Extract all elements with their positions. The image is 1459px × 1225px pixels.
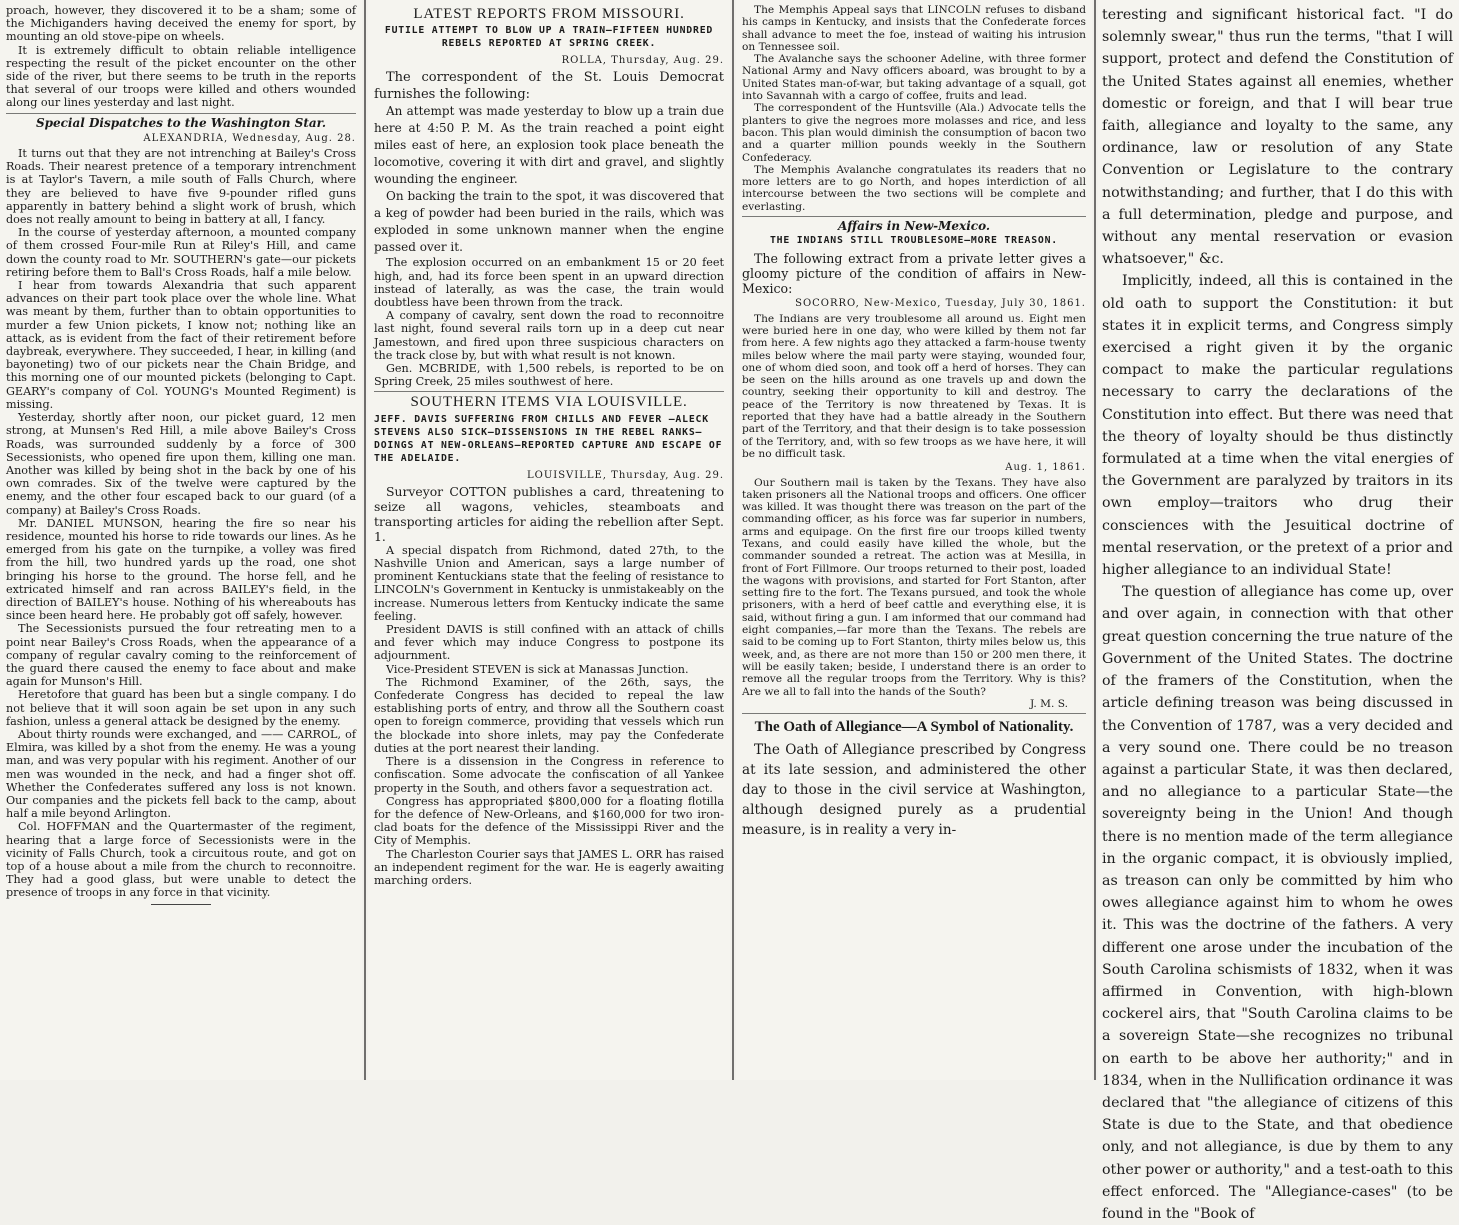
article-text: There is a dissension in the Congress in reference to confiscation. Some advocate the confiscation of all Yankee property in the South, and others favor a sequestration act. (374, 755, 724, 795)
article-subheading: JEFF. DAVIS SUFFERING FROM CHILLS AND FEVER —ALECK STEVENS ALSO SICK—DISSENSIONS IN THE REBEL RANKS—DOINGS AT NEW-ORLEANS—REPORTED CAPTURE AND ESCAPE OF THE ADELAIDE. (374, 413, 723, 464)
divider (374, 391, 724, 392)
column-3 (736, 0, 1092, 1080)
column-2 (368, 0, 730, 1080)
article-text: Heretofore that guard has been but a single company. I do not believe that it will soon again be set upon in any such fashion, unless a general attack be designed by the enemy. (6, 688, 356, 728)
article-text: Col. HOFFMAN and the Quartermaster of the regiment, hearing that a large force of Secessionists were in the vicinity of Falls Church, took a circuitous route, and got on top of a house about a mile from the church to reconnoitre. They had a good glass, but were unable to detect the presence of troops in any force in that vicinity. (6, 820, 356, 900)
article-subheading: THE INDIANS STILL TROUBLESOME—MORE TREASON. (769, 235, 1059, 247)
column-rule (364, 0, 366, 1080)
article-text: The question of allegiance has come up, over and over again, in connection with that other great question concerning the true nature of the Government of the United States. The doctrine of the framers of the Constitution, when the article defining treason was being discussed in the Convention of 1787, was a very decided and a very sound one. There could be no treason against a particular State, it was then declared, and no allegiance to a particular State—the sovereignty being in the Union! And though there is no mention made of the term allegiance in the organic compact, it is obviously implied, as treason can only be committed by him who owes allegiance against him to whom he owes it. This was the doctrine of the fathers. A very different one arose under the incubation of the South Carolina schismists of 1832, when it was affirmed in Convention, with high-blown cockerel airs, that "South Carolina claims to be a sovereign State—she recognizes no tribunal on earth to be above her authority;" and in 1834, when in the Nullification ordinance it was declared that "the allegiance of citizens of this State is due to the State, and that obedience only, and not allegiance, is due by them to any other power or authority," and a test-oath to this effect enforced. The "Allegiance-cases" (to be found in the "Book of (1102, 584, 1453, 1222)
dateline: LOUISVILLE, Thursday, Aug. 29. (526, 469, 724, 481)
article-lead: The correspondent of the St. Louis Democrat furnishes the following: (374, 70, 724, 103)
article-heading: Affairs in New-Mexico. (837, 219, 991, 234)
article-text: teresting and significant historical fact. "I do solemnly swear," thus run the terms, "that I will support, protect and defend the Constitution of the United States against all enemies, whether domestic or foreign, and that I will bear true faith, allegiance and loyalty to the same, any ordinance, law or resolution of any State Convention or Legislature to the contrary notwithstanding; and further, that I do this with a full determination, pledge and purpose, and without any mental reservation or evasion whatsoever," &c. (1102, 7, 1453, 268)
column-1 (0, 0, 362, 1080)
article-text: The explosion occurred on an embankment 15 or 20 feet high, and, had its force been spent in an upward direction instead of laterally, as was the case, the train would doubtless have been thrown from the track. (374, 256, 724, 310)
article-text: Mr. DANIEL MUNSON, hearing the fire so near his residence, mounted his horse to ride towards our lines. As he emerged from his gate on the turnpike, a volley was fired from the hill, two hundred yards up the road, one shot bringing his horse to the ground. The horse fell, and he extricated himself and ran across BAILEY's field, in the direction of BAILEY's house. Nothing of his whereabouts has since been heard here. He probably got off safely, however. (6, 516, 356, 623)
article-text: Implicitly, indeed, all this is contained in the old oath to support the Constitution: it but states it in explicit terms, and Congress simply exercised a right given it by the organic compact to make the particular regulations necessary to carry the declarations of the Constitution into effect. But there was need that the theory of loyalty should be thus distinctly formulated at a time when the vital energies of the Government are paralyzed by traitors in its own employ—traitors who drug their consciences with the Jesuitical doctrine of mental reservation, or the pretext of a prior and higher allegiance to an individual State! (1102, 273, 1453, 579)
article-heading: SOUTHERN ITEMS VIA LOUISVILLE. (410, 394, 688, 411)
article-text: About thirty rounds were exchanged, and —— CARROL, of Elmira, was killed by a shot from the enemy. He was a young man, and was very popular with his regiment. Another of our men was wounded in the neck, and had a finger shot off. Whether the Confederates suffered any loss is not known. Our companies and the pickets fell back to the camp, about half a mile beyond Arlington. (6, 727, 356, 821)
article-text: A company of cavalry, sent down the road to reconnoitre last night, found several rails torn up in a deep cut near Jamestown, and fired upon three suspicious characters on the track close by, but with what result is not known. (374, 309, 724, 362)
article-text: The Secessionists pursued the four retreating men to a point near Bailey's Cross Roads, when the appearance of a company of regular cavalry coming to the reinforcement of the guard there caused the enemy to face about and make again for Munson's Hill. (6, 622, 356, 689)
article-text: Vice-President STEVEN is sick at Manassas Junction. (386, 662, 689, 676)
article-text: The Memphis Appeal says that LINCOLN refuses to disband his camps in Kentucky, and insists that the Confederate forces shall advance to meet the foe, instead of waiting his intrusion on Tennessee soil. (742, 4, 1086, 53)
article-text: The correspondent of the Huntsville (Ala.) Advocate tells the planters to give the negroes more molasses and rice, and less bacon. This plan would diminish the consumption of bacon two and a quarter million pounds weekly in the Southern Confederacy. (742, 102, 1086, 164)
dateline: ALEXANDRIA, Wednesday, Aug. 28. (143, 132, 356, 144)
article-heading: The Oath of Allegiance—A Symbol of Nationality. (754, 719, 1074, 736)
article-text: Yesterday, shortly after noon, our picket guard, 12 men strong, at Munsen's Red Hill, a mile above Bailey's Cross Roads, was surrounded suddenly by a force of 300 Secessionists, who opened fire upon them, killing one man. Another was killed by being shot in the back by one of his own comrades. Six of the twelve were captured by the enemy, and the other four escaped back to our guard (of a company) at Bailey's Cross Roads. (6, 411, 356, 517)
article-text: Congress has appropriated $800,000 for a floating flotilla for the defence of New-Orleans, and $160,000 for two iron-clad boats for the defence of the Mississippi River and the City of Memphis. (374, 794, 724, 848)
signature: J. M. S. (1030, 697, 1068, 710)
article-text: I hear from towards Alexandria that such apparent advances on their part took place over the whole line. What was meant by them, further than to obtain opportunities to murder a few Union pickets, I know not; nothing like an attack, as is evident from the fact of their retirement before daybreak, everywhere. They succeeded, I hear, in killing (and bayoneting) two of our pickets near the Chain Bridge, and this morning one of our mounted pickets (belonging to Capt. GEARY's company of Col. YOUNG's Mounted Regiment) is missing. (6, 279, 356, 411)
divider (742, 216, 1086, 217)
article-text: It is extremely difficult to obtain reliable intelligence respecting the result of the picket encounter on the other side of the river, but there seems to be truth in the reports that several of our troops were killed and others wounded along our lines yesterday and last night. (6, 43, 356, 110)
article-heading: Special Dispatches to the Washington Star. (35, 115, 327, 130)
column-4 (1098, 0, 1459, 1222)
end-rule (151, 904, 211, 905)
article-text: proach, however, they discovered it to be a sham; some of the Michiganders having deceived the enemy for sport, by mounting an old stove-pipe on wheels. (6, 4, 356, 44)
article-lead: The Oath of Allegiance prescribed by Congress at its late session, and administered the other day to those in the civil service at Washington, although designed purely as a prudential measure, is in reality a very in- (742, 742, 1086, 839)
article-text: The Memphis Avalanche congratulates its readers that no more letters are to go North, and hopes interdiction of all intercourse between the two sections will be complete and everlasting. (742, 163, 1086, 213)
dateline: Aug. 1, 1861. (1005, 462, 1086, 474)
article-text: The Richmond Examiner, of the 26th, says, the Confederate Congress has decided to repeal the law establishing ports of entry, and throw all the Southern coast open to foreign commerce, providing that vessels which run the blockade into shore inlets, may pay the Confederate duties at the port nearest their landing. (374, 675, 724, 755)
article-text: President DAVIS is still confined with an attack of chills and fever which may induce Congress to postpone its adjournment. (374, 623, 724, 663)
article-text: An attempt was made yesterday to blow up a train due here at 4:50 P. M. As the train reached a point eight miles east of here, an explosion took place beneath the locomotive, covering it with dirt and gravel, and slightly wounding the engineer. (374, 104, 724, 187)
article-text: A special dispatch from Richmond, dated 27th, to the Nashville Union and American, says a large number of prominent Kentuckians state that the feeling of resistance to LINCOLN's Government in Kentucky is unmistakeably on the increase. Numerous letters from Kentucky indicate the same feeling. (374, 543, 724, 623)
dateline: ROLLA, Thursday, Aug. 29. (561, 55, 724, 67)
divider (742, 713, 1086, 714)
article-text: The Charleston Courier says that JAMES L. ORR has raised an independent regiment for the war. He is eagerly awaiting marching orders. (374, 847, 724, 887)
article-heading: LATEST REPORTS FROM MISSOURI. (413, 6, 685, 22)
article-text: Our Southern mail is taken by the Texans. They have also taken prisoners all the National troops and officers. One officer was killed. It was thought there was treason on the part of the commanding officer, as his force was far superior in numbers, arms and equipage. On the first fire our troops killed twenty Texans, and could easily have killed the whole, but the commander sounded a retreat. The action was at Mesilla, in front of Fort Fillmore. Our troops returned to their post, loaded the wagons with provisions, and started for Fort Stanton, after setting fire to the fort. The Texans pursued, and took the whole prisoners, with a herd of beef cattle and everything else, it is said, without firing a gun. I am informed that our command had eight companies,—far more than the Texans. The rebels are said to be coming up to Fort Stanton, thirty miles below us, this week, and, as there are not more than 150 or 200 men there, it will be easily taken; beside, I understand there is an order to remove all the regular troops from the Territory. Why is this? Are we all to fall into the hands of the South? (742, 476, 1086, 698)
article-text: In the course of yesterday afternoon, a mounted company of them crossed Four-mile Run at Riley's Hill, and came down the county road to Mr. SOUTHERN's gate—our pickets retiring before them to Ball's Cross Roads, half a mile below. (6, 226, 356, 279)
divider (6, 113, 356, 114)
article-text: The Avalanche says the schooner Adeline, with three former National Army and Navy officers aboard, was brought to by a United States man-of-war, but taking advantage of a squall, got into Savannah with a cargo of coffee, fruits and lead. (742, 53, 1086, 103)
article-lead: Surveyor COTTON publishes a card, threatening to seize all wagons, vehicles, steamboats and transporting articles for aiding the rebellion after Sept. 1. (374, 483, 724, 544)
article-text: Gen. MCBRIDE, with 1,500 rebels, is reported to be on Spring Creek, 25 miles southwest of here. (374, 362, 724, 389)
article-lead: The following extract from a private letter gives a gloomy picture of the condition of affairs in New-Mexico: (742, 251, 1086, 297)
column-rule (732, 0, 734, 1080)
article-text: It turns out that they are not intrenching at Bailey's Cross Roads. Their nearest pretence of a temporary intrenchment is at Taylor's Tavern, a mile south of Falls Church, where they are believed to have five 9-pounder rifled guns apparently in battery behind a slight work of brush, which does not really amount to being in battery at all, I fancy. (6, 147, 356, 227)
column-rule (1094, 0, 1096, 1080)
article-subheading: FUTILE ATTEMPT TO BLOW UP A TRAIN—FIFTEEN HUNDRED REBELS REPORTED AT SPRING CREEK. (384, 25, 714, 50)
dateline: SOCORRO, New-Mexico, Tuesday, July 30, 1861. (795, 298, 1086, 310)
article-text: The Indians are very troublesome all around us. Eight men were buried here in one day, who were killed by them not far from here. A few nights ago they attacked a farm-house twenty miles below where the mail party were staying, wounded four, one of whom died soon, and took off a herd of horses. They can be seen on the hills around as one travels up and down the country, seeking their opportunity to kill and destroy. The peace of the Territory is now threatened by Texas. It is reported that they have had a battle already in the Southern part of the Territory, and that their design is to take possession of the Territory, and, with so few troops as we have here, it will be no difficult task. (742, 312, 1086, 460)
article-text: On backing the train to the spot, it was discovered that a keg of powder had been buried in the rails, which was exploded in some unknown manner when the engine passed over it. (374, 189, 724, 255)
